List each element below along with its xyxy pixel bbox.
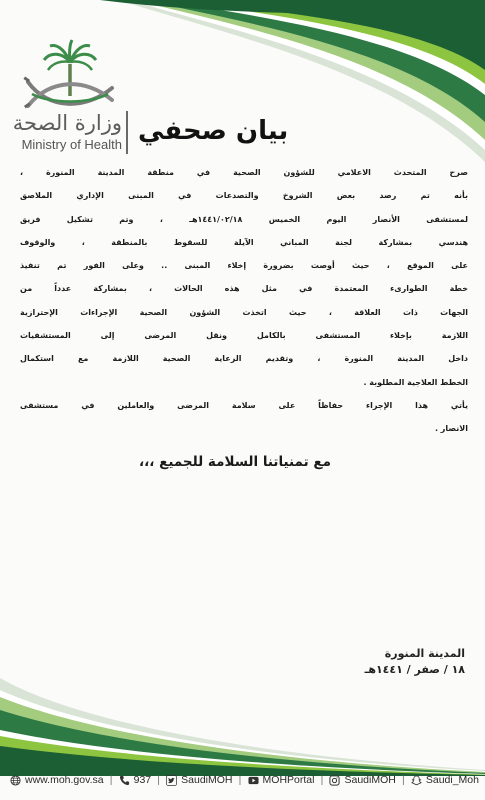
twitter-handle: SaudiMOH bbox=[181, 774, 233, 786]
instagram-handle: SaudiMOH bbox=[344, 774, 396, 786]
phone-icon bbox=[119, 775, 130, 786]
body-line: داخل المدينة المنورة ، وتقديم الرعاية الصحية اللازمة مع استكمال bbox=[20, 354, 468, 364]
globe-icon bbox=[10, 775, 21, 786]
press-release-body bbox=[20, 161, 468, 441]
body-line: لمستشفى الأنصار اليوم الخميس ١٤٤١/٠٢/١٨هـ ، وتم تشكيل فريق bbox=[20, 214, 468, 224]
twitter-icon bbox=[166, 775, 177, 786]
footer-separator: | bbox=[238, 774, 242, 786]
footer-twitter bbox=[166, 774, 232, 786]
phone-text: 937 bbox=[133, 774, 152, 786]
snapchat-handle: Saudi_Moh bbox=[425, 774, 479, 786]
footer-snapchat bbox=[411, 774, 479, 786]
page-title: بيان صحفي bbox=[138, 116, 289, 146]
body-line: الجهات ذات العلاقة ، حيث اتخذت الشؤون الصحية الإجراءات الإحترازية bbox=[20, 307, 468, 317]
body-line: هندسي بمشاركة لجنة المباني الآيلة للسقوط بالمنطقة ، والوقوف bbox=[20, 237, 468, 247]
ministry-name-arabic: وزارة الصحة bbox=[12, 111, 122, 135]
footer-separator: | bbox=[320, 774, 324, 786]
youtube-channel: MOHPortal bbox=[262, 774, 315, 786]
youtube-icon bbox=[248, 775, 259, 786]
body-line: يأتي هذا الإجراء حفاظاً على سلامة المرضى والعاملين في مستشفى bbox=[20, 400, 468, 410]
signature-city: المدينة المنورة bbox=[384, 647, 465, 660]
website-text: www.moh.gov.sa bbox=[25, 774, 104, 786]
body-line: الخطط العلاجية المطلوبة . bbox=[363, 377, 468, 387]
footer-youtube bbox=[248, 774, 315, 786]
footer-website bbox=[10, 774, 104, 786]
closing-greeting: مع تمنياتنا السلامة للجميع ،،، bbox=[139, 454, 331, 470]
footer-instagram bbox=[329, 774, 395, 786]
body-line: خطة الطوارىء المعتمدة في مثل هذه الحالات ، بمشاركة عدداً من bbox=[20, 284, 468, 294]
body-line: صرح المتحدث الاعلامي للشؤون الصحية في منطقة المدينة المنورة ، bbox=[20, 168, 468, 177]
signature-date: ١٨ / صفر / ١٤٤١هـ bbox=[364, 663, 465, 676]
body-line: الانصار . bbox=[434, 424, 468, 434]
snapchat-icon bbox=[411, 775, 422, 786]
body-line: اللازمة بإخلاء المستشفى بالكامل ونقل المرضى إلى المستشفيات bbox=[20, 331, 468, 341]
palm-and-swords-emblem-icon bbox=[20, 38, 120, 113]
footer-phone bbox=[119, 774, 152, 786]
body-line: بأنه تم رصد بعض الشروخ والتصدعات في المبنى الإداري الملاصق bbox=[20, 191, 468, 201]
footer-separator: | bbox=[109, 774, 113, 786]
body-line: على الموقع ، حيث أوصت بضرورة إخلاء المبنى .. وعلى الفور تم تنفيذ bbox=[20, 261, 468, 271]
header-divider bbox=[126, 111, 128, 154]
footer-contact-bar bbox=[10, 771, 479, 789]
footer-separator: | bbox=[401, 774, 405, 786]
footer-separator: | bbox=[157, 774, 161, 786]
ministry-name-english: Ministry of Health bbox=[21, 137, 122, 152]
bottom-wave-decoration bbox=[0, 670, 485, 778]
instagram-icon bbox=[329, 775, 340, 786]
